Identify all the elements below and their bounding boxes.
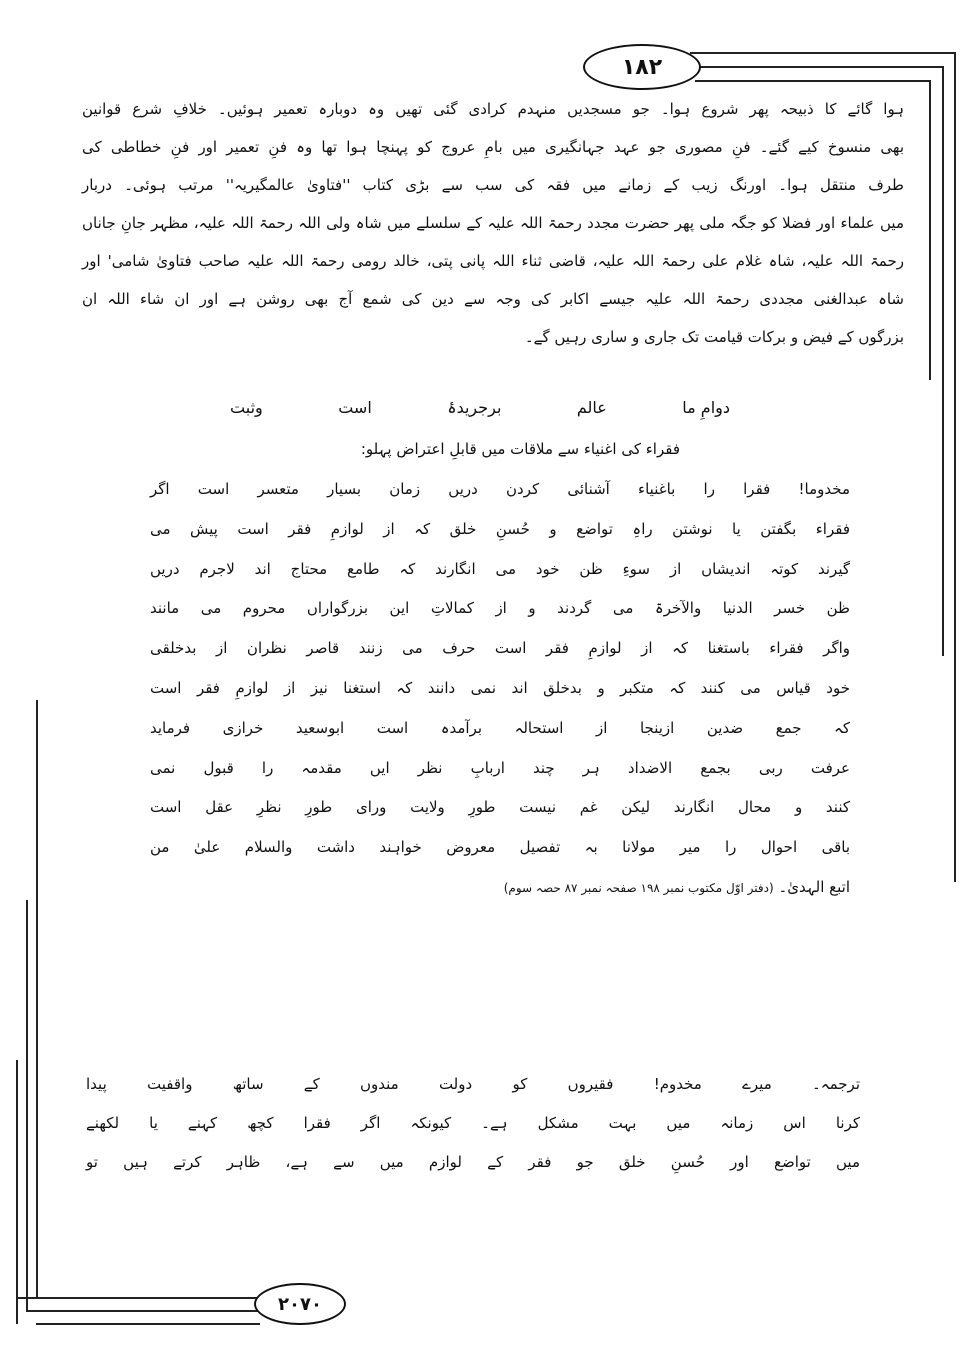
quote-line: باقی احوال را میر مولانا بہ تفصیل معروض خواہند داشت والسلام علیٰ من	[150, 838, 850, 857]
paragraph-history	[82, 96, 904, 362]
verse-word: است	[338, 398, 372, 417]
quote-line: کہ جمع ضدین ازینجا از استحالہ برآمدہ است ابوسعید خرازی فرماید	[150, 718, 850, 737]
text-line: رحمۃ اللہ علیہ، شاہ غلام علی رحمۃ اللہ علیہ، قاضی ثناء اللہ پانی پتی، خالد رومی رحمۃ اللہ علیہ صاحب فتاویٰ شامی' اور	[82, 252, 904, 270]
section-heading: فقراء کی اغنیاء سے ملاقات میں قابلِ اعتراض پہلو:	[360, 440, 680, 458]
quote-line: فقراء بگفتن یا نوشتن راہِ تواضع و حُسنِ خلق کہ از لوازمِ فقر است پیش می	[150, 519, 850, 538]
quote-line: ظن خسر الدنیا والآخرۃ می گردند و از کمالاتِ این بزرگواراں محروم می مانند	[150, 599, 850, 618]
quote-line: واگر فقراء باستغنا کہ از لوازمِ فقر است حرف می زنند قاصر نظران از بدخلقی	[150, 639, 850, 658]
verse-line	[230, 398, 730, 417]
bottom-page-number-text: ۲۰۷۰	[278, 1293, 322, 1315]
verse-word: عالم	[576, 398, 607, 417]
text-line: میں علماء اور فضلا کو جگہ ملی پھر حضرت مجدد رحمۃ اللہ علیہ کے سلسلے میں شاہ ولی اللہ رحمۃ اللہ علیہ، مظہر جانِ جاناں	[82, 214, 904, 232]
verse-word: برجریدۂ	[447, 398, 502, 417]
translation-line: ترجمہ۔ میرے مخدوم! فقیروں کو دولت مندوں کے ساتھ واقفیت پیدا	[86, 1075, 860, 1093]
quote-line: مخدوما! فقرا را باغنیاء آشنائی کردن دریں زمان بسیار متعسر است اگر	[150, 480, 850, 498]
citation: (دفتر اوّل مکتوب نمبر ۱۹۸ صفحہ نمبر ۸۷ حصہ سوم)	[503, 880, 774, 895]
verse-word	[230, 398, 263, 417]
verse-prefix: و	[255, 398, 263, 417]
quote-line: گیرند کوتہ اندیشاں از سوءِ ظن خود می انگارند کہ طامع محتاج اند لاجرم دریں	[150, 559, 850, 578]
top-page-number-text: ۱۸۲	[621, 54, 663, 80]
quote-line: کنند و محال انگارند لیکن غم نیست طورِ ولایت ورای طورِ نظرِ عقل است	[150, 798, 850, 817]
translation-line: کرنا اس زمانہ میں بہت مشکل ہے۔ کیونکہ اگر فقرا کچھ کہنے یا لکھنے	[86, 1114, 860, 1132]
persian-quote	[150, 476, 850, 914]
top-page-number	[583, 44, 701, 90]
text-line: طرف منتقل ہوا۔ اورنگ زیب کے زمانے میں فقہ کی سب سے بڑی کتاب ''فتاویٰ عالمگیریہ'' مرتب ہوئی۔ دربار	[82, 176, 904, 194]
bottom-page-number	[254, 1283, 346, 1325]
quote-line: خود قیاس می کنند کہ متکبر و بدخلق اند نمی دانند کہ استغنا نیز از لوازمِ فقر است	[150, 678, 850, 697]
text-line: بھی منسوخ کیے گئے۔ فنِ مصوری جو عہد جہانگیری میں بامِ عروج کو پہنچا ہوا تھا وہ فنِ تعمیر اور فنِ خطاطی کی	[82, 138, 904, 156]
translation-line: میں تواضع اور حُسنِ خلق جو فقر کے لوازم میں سے ہے، ظاہر کرتے ہیں تو	[86, 1153, 860, 1171]
text-line: ہوا گائے کا ذبیحہ پھر شروع ہوا۔ جو مسجدیں منہدم کرادی گئی تھیں وہ دوبارہ تعمیر ہوئیں۔ خلافِ شرع قوانین	[82, 100, 904, 118]
quote-ending: اتبع الہدیٰ۔	[778, 877, 850, 896]
text-line: بزرگوں کے فیض و برکات قیامت تک جاری و ساری رہیں گے۔	[524, 328, 904, 346]
quote-last-line	[150, 874, 850, 914]
translation	[86, 1071, 860, 1188]
quote-line: عرفت ربی بجمع الاضداد ہر چند اربابِ نظر ایں مقدمہ را قبول نمی	[150, 758, 850, 777]
text-line: شاہ عبدالغنی مجددی رحمۃ اللہ علیہ جیسے اکابر کی وجہ سے دین کی شمع آج بھی روشن ہے اور ان شاء اللہ ان	[82, 290, 904, 308]
verse-word: دوامِ ما	[682, 398, 730, 417]
verse-word-text: ثبت	[230, 398, 256, 417]
